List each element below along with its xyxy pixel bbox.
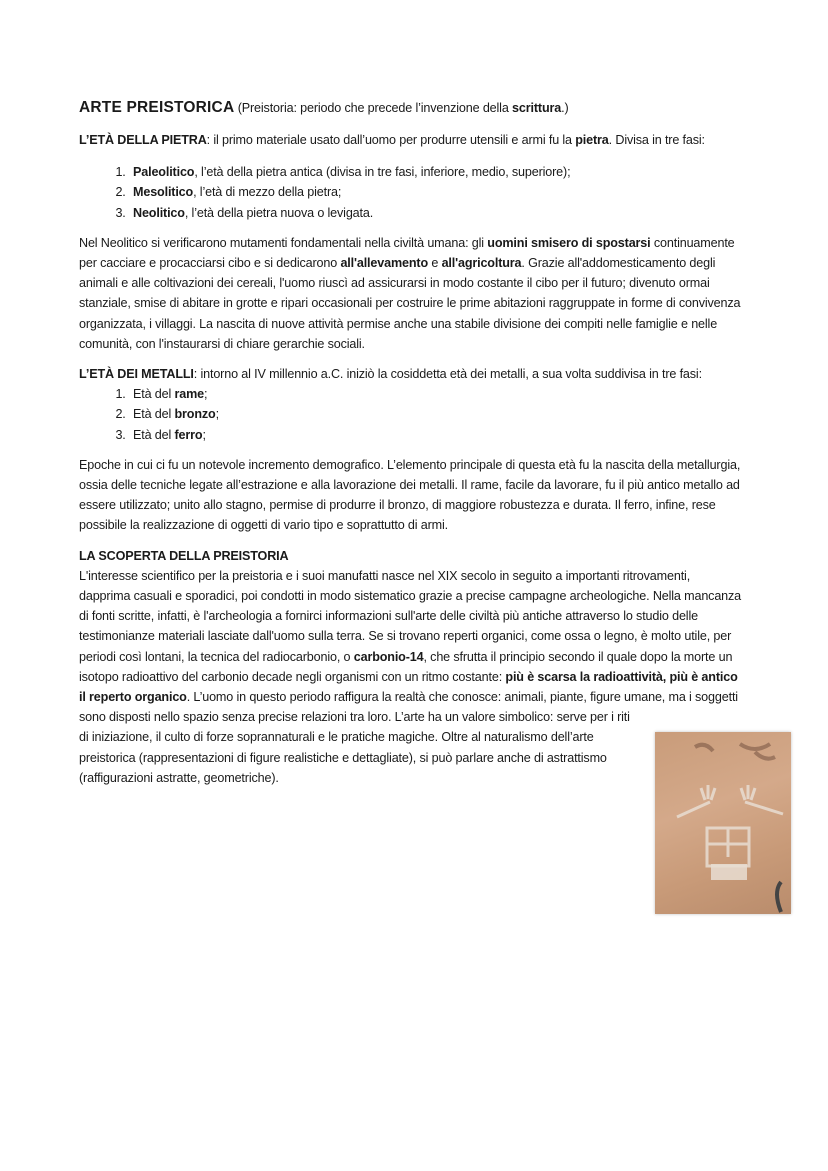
text-segment: , che sfrutta il principio secondo il quale dopo la morte un isotopo radioattivo del carbonio decade negli organismi con un ritmo costante:	[79, 649, 733, 684]
title-subtitle	[234, 101, 568, 115]
bold-text: pietra	[575, 133, 609, 147]
text-segment: Età del	[133, 427, 175, 442]
list-item	[129, 384, 743, 404]
section-heading-discovery: LA SCOPERTA DELLA PREISTORIA	[79, 548, 289, 563]
bold-text: L’ETÀ DEI METALLI	[79, 367, 194, 382]
bold-text: rame	[174, 387, 205, 402]
bold-text: Neolitico	[133, 205, 185, 220]
rock-art-image	[655, 732, 791, 914]
discovery-paragraph	[79, 566, 743, 788]
text-segment: Epoche in cui ci fu un notevole incremento demografico. L’elemento principale di questa età fu la nascita della metallurgia, ossia delle tecniche legate all’estrazione e alla lavorazione dei metalli. Il rame, facile da lavorare, fu il più antico metallo ad essere utilizzato; unito allo stagno, permise di produrre il bronzo, di maggiore robustezza e durata. Il ferro, infine, rese possibile la realizzazione di oggetti di vario tipo e soprattutto di armi.	[79, 457, 741, 533]
bold-text: uomini smisero di spostarsi	[487, 235, 651, 250]
bold-text: più è scarsa la radioattività, più è antico il reperto organico	[79, 669, 738, 705]
bold-text: all'allevamento	[340, 256, 428, 271]
neolithic-paragraph	[79, 233, 743, 354]
text-segment: , l’età della pietra antica (divisa in tre fasi, inferiore, medio, superiore);	[194, 165, 571, 180]
text-segment: , l’età della pietra nuova o levigata.	[184, 205, 374, 220]
text-segment: Nel Neolitico si verificarono mutamenti fondamentali nella civiltà umana: gli	[79, 235, 488, 250]
document-title	[79, 97, 743, 119]
text-segment: e	[428, 256, 442, 271]
bold-text: L’ETÀ DELLA PIETRA	[79, 133, 207, 147]
list-item	[129, 404, 743, 424]
rock-art-figure-icon	[655, 732, 791, 914]
text-segment: .)	[561, 101, 569, 115]
bold-text: all'agricoltura	[441, 256, 522, 271]
bold-text: ferro	[174, 427, 203, 442]
document-page	[79, 97, 743, 914]
list-item	[129, 425, 743, 445]
text-segment: . Divisa in tre fasi:	[608, 133, 705, 147]
text-segment: L'interesse scientifico per la preistoria e i suoi manufatti nasce nel XIX secolo in seguito a importanti ritrovamenti, dapprima casuali e sporadici, poi condotti in modo sistematico grazie a precise campagne archeologiche. Nella mancanza di fonti scritte, infatti, è l'archeologia a fornirci informazioni sull'arte delle civiltà più antiche attraverso lo studio delle testimonianze materiali lasciate dall'uomo sulla terra. Se si trovano reperti organici, come ossa o legno, è molto utile, per periodi così lontani, la tecnica del radiocarbonio, o	[79, 568, 742, 664]
bold-text: scrittura	[512, 101, 562, 115]
bold-text: carbonio-14	[353, 649, 424, 664]
text-segment: continuamente per cacciare e procacciarsi cibo e si dedicarono	[79, 235, 735, 271]
bold-text: bronzo	[174, 407, 216, 422]
text-segment: (Preistoria: periodo che precede l’invenzione della	[234, 101, 513, 115]
title-main: ARTE PREISTORICA	[79, 99, 235, 116]
list-item	[129, 203, 743, 223]
text-segment: : intorno al IV millennio a.C. iniziò la cosiddetta età dei metalli, a sua volta suddivisa in tre fasi:	[193, 367, 702, 382]
metal-age-paragraph	[79, 455, 743, 536]
stone-age-intro	[79, 130, 743, 150]
bold-text: Paleolitico	[133, 165, 195, 180]
text-segment: . Grazie all'addomesticamento degli animali e alle coltivazioni dei cereali, l'uomo riuscì ad assicurarsi in modo costante il cibo per il futuro; divenuto ormai stanziale, smise di abitare in grotte e ripari occasionali per costruire le prime abitazioni raggruppate in forme di convivenza organizzata, i villaggi. La nascita di nuove attività permise anche una stabile divisione dei compiti nelle famiglie e nelle comunità, con l'instaurarsi di chiare gerarchie sociali.	[79, 256, 741, 351]
metal-age-phases-list	[79, 384, 743, 445]
text-segment: Età del	[133, 387, 175, 402]
text-segment: Età del	[133, 407, 175, 422]
text-segment: ;	[202, 427, 206, 442]
text-segment: , l’età di mezzo della pietra;	[193, 185, 342, 200]
bold-text: Mesolitico	[133, 185, 194, 200]
discovery-text	[79, 569, 741, 785]
metal-age-intro	[79, 364, 743, 384]
text-segment: ;	[215, 407, 219, 422]
list-item	[129, 162, 743, 182]
list-item	[129, 182, 743, 202]
text-segment: . L’uomo in questo periodo raffigura la realtà che conosce: animali, piante, figure umane, ma i soggetti sono disposti nello spazio senza precise relazioni tra loro. L’arte ha un valore simbolico: serve per i riti di iniziazione, il culto di forze soprannaturali e le pratiche magiche. Oltre al naturalismo dell’arte preistorica (rappresentazioni di figure realistiche e dettagliate), si può parlare anche di astrattismo (raffigurazioni astratte, geometriche).	[79, 690, 738, 785]
text-segment: : il primo materiale usato dall’uomo per produrre utensili e armi fu la	[206, 133, 576, 147]
stone-age-phases-list	[79, 162, 743, 223]
text-segment: ;	[204, 387, 208, 402]
